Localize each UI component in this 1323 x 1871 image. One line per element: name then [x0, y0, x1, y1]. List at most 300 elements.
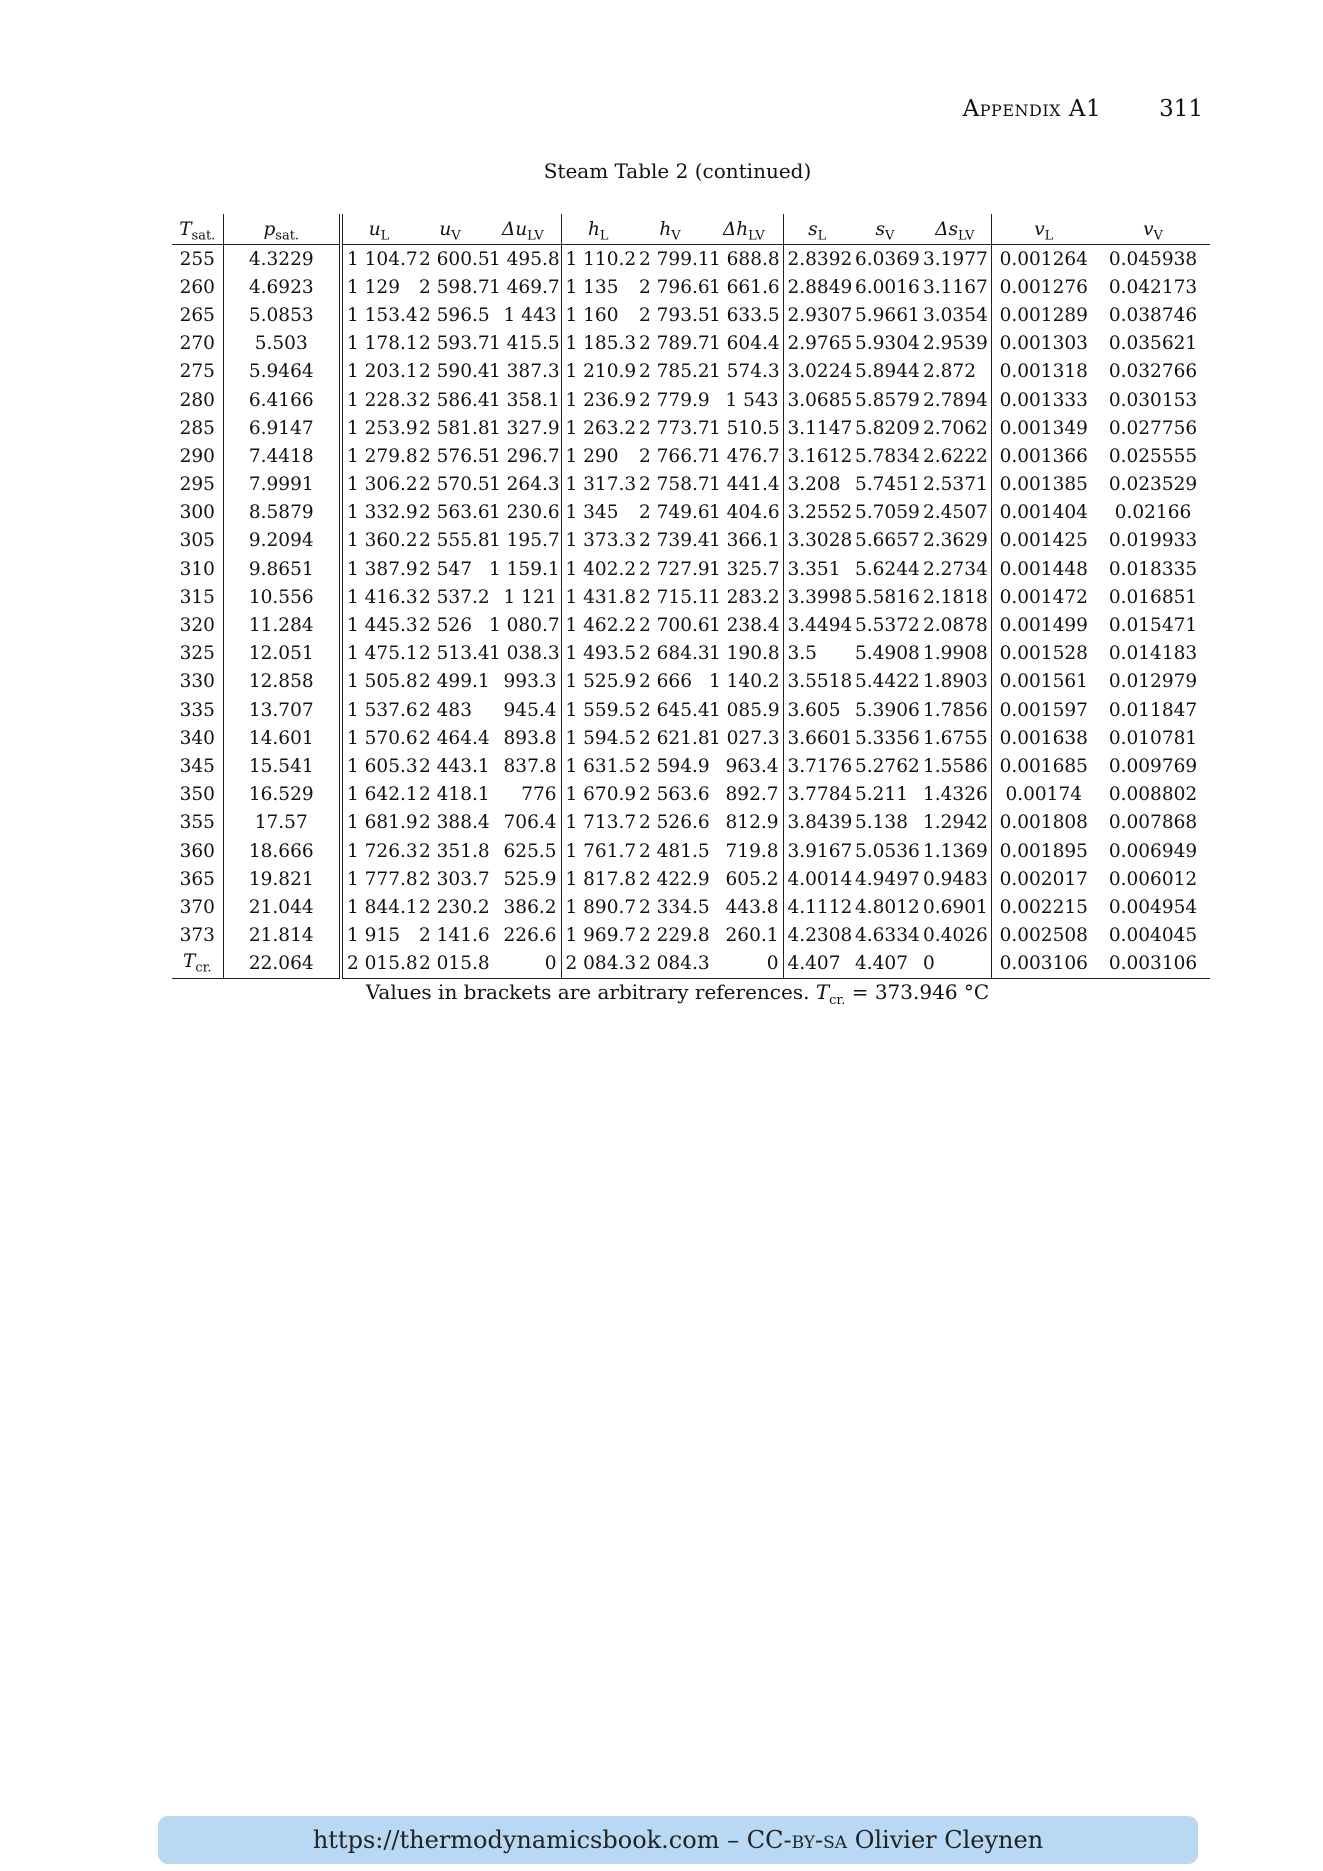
table-row [172, 471, 1210, 499]
cell-u-l: 1 360.2 [347, 530, 418, 552]
cell-delta-u: 893.8 [485, 724, 561, 752]
cell-s-v: 5.6244 [855, 558, 920, 580]
cell-v-l: 0.001349 [999, 417, 1088, 439]
cell-u-l: 1 505.8 [347, 671, 418, 693]
cell-v-v: 0.035621 [1108, 333, 1198, 355]
cell-t-sat: 365 [172, 865, 223, 893]
cell-delta-s: 1.8903 [919, 668, 991, 696]
cell-v-l: 0.001528 [999, 643, 1088, 665]
table-caption: Steam Table 2 (continued) [543, 159, 812, 183]
running-head [0, 96, 1203, 122]
cell-t-sat: 285 [172, 414, 223, 442]
cell-t-sat: $T_{cr.}$ [172, 950, 223, 979]
table-body [172, 245, 1210, 979]
cell-delta-u: 1 195.7 [485, 527, 561, 555]
cell-s-v: 4.9497 [855, 868, 920, 890]
cell-delta-s: 2.4507 [919, 499, 991, 527]
table-row [172, 273, 1210, 301]
cell-delta-h: 812.9 [705, 809, 783, 837]
cell-s-l: 3.4494 [787, 615, 853, 637]
cell-p-sat: 13.707 [223, 696, 341, 724]
cell-p-sat: 6.9147 [223, 414, 341, 442]
cell-v-l: 0.001425 [999, 530, 1088, 552]
cell-v-l: 0.002508 [999, 925, 1088, 947]
cell-s-l: 4.407 [787, 953, 841, 975]
cell-u-l: 1 228.3 [347, 389, 418, 411]
cell-v-v: 0.014183 [1108, 643, 1198, 665]
cell-u-l: 1 605.3 [347, 755, 418, 777]
cell-h-v: 2 779.9 [639, 389, 710, 411]
cell-delta-h: 1 283.2 [705, 583, 783, 611]
cell-t-sat: 320 [172, 611, 223, 639]
cell-s-l: 3.3998 [787, 586, 853, 608]
cell-delta-u: 1 469.7 [485, 273, 561, 301]
header-t-sat: $T_{sat.}$ [172, 214, 223, 245]
cell-v-v: 0.02166 [1114, 502, 1192, 524]
cell-v-l: 0.001472 [999, 586, 1088, 608]
cell-h-v: 2 773.7 [639, 417, 710, 439]
cell-s-l: 3.208 [787, 474, 841, 496]
cell-u-v: 2 537.2 [419, 586, 490, 608]
cell-t-sat: 325 [172, 640, 223, 668]
cell-v-l: 0.001289 [999, 304, 1088, 326]
cell-h-v: 2 621.8 [639, 727, 710, 749]
cell-h-l: 1 263.2 [565, 417, 637, 439]
cell-u-l: 1 203.1 [347, 361, 418, 383]
cell-v-l: 0.001404 [999, 502, 1088, 524]
cell-v-l: 0.003106 [999, 953, 1088, 975]
cell-s-l: 3.1612 [787, 445, 853, 467]
header-delta-h: $\Delta h_{LV}$ [705, 214, 783, 245]
cell-delta-u: 993.3 [485, 668, 561, 696]
cell-delta-u: 837.8 [485, 752, 561, 780]
cell-s-l: 3.5 [787, 643, 817, 665]
cell-v-l: 0.001895 [999, 840, 1088, 862]
cell-u-v: 2 483 [419, 699, 472, 721]
cell-delta-u: 1 080.7 [485, 611, 561, 639]
cell-v-v: 0.025555 [1108, 445, 1198, 467]
cell-s-l: 4.2308 [787, 925, 853, 947]
cell-p-sat: 10.556 [223, 583, 341, 611]
cell-u-v: 2 563.6 [419, 502, 490, 524]
cell-h-l: 2 084.3 [565, 953, 637, 975]
table-row [172, 611, 1210, 639]
cell-u-l: 1 537.6 [347, 699, 418, 721]
cell-t-sat: 360 [172, 837, 223, 865]
cell-delta-s: 2.9539 [919, 330, 991, 358]
cell-t-sat: 340 [172, 724, 223, 752]
cell-h-l: 1 290 [565, 445, 619, 467]
cell-delta-s: 3.1167 [919, 273, 991, 301]
cell-delta-h: 1 476.7 [705, 442, 783, 470]
table-row [172, 865, 1210, 893]
cell-h-l: 1 761.7 [565, 840, 637, 862]
cell-v-l: 0.002017 [999, 868, 1088, 890]
cell-t-sat: 305 [172, 527, 223, 555]
cell-h-l: 1 713.7 [565, 812, 637, 834]
cell-delta-h: 1 574.3 [705, 358, 783, 386]
cell-h-l: 1 135 [565, 276, 619, 298]
cell-u-v: 2 555.8 [419, 530, 490, 552]
cell-u-l: 1 726.3 [347, 840, 418, 862]
table-row [172, 414, 1210, 442]
cell-h-v: 2 594.9 [639, 755, 710, 777]
cell-delta-s: 1.5586 [919, 752, 991, 780]
cell-t-sat: 373 [172, 922, 223, 950]
note-text: Values in brackets are arbitrary references. [365, 980, 810, 1004]
cell-s-l: 3.0685 [787, 389, 853, 411]
table-row [172, 301, 1210, 329]
cell-v-v: 0.038746 [1108, 304, 1198, 326]
cell-v-v: 0.004045 [1108, 925, 1198, 947]
cell-delta-s: 2.872 [919, 358, 991, 386]
cell-u-v: 2 596.5 [419, 304, 490, 326]
cell-s-l: 3.605 [787, 699, 841, 721]
cell-v-v: 0.006012 [1108, 868, 1198, 890]
cell-h-l: 1 594.5 [565, 727, 637, 749]
cell-h-v: 2 526.6 [639, 812, 710, 834]
cell-h-v: 2 766.7 [639, 445, 710, 467]
cell-delta-s: 2.7894 [919, 386, 991, 414]
cell-delta-s: 1.2942 [919, 809, 991, 837]
cell-h-v: 2 793.5 [639, 304, 710, 326]
cell-v-v: 0.042173 [1108, 276, 1198, 298]
cell-delta-h: 1 027.3 [705, 724, 783, 752]
cell-delta-s: 1.9908 [919, 640, 991, 668]
cell-u-l: 1 279.8 [347, 445, 418, 467]
cell-delta-s: 3.1977 [919, 245, 991, 274]
cell-u-l: 1 681.9 [347, 812, 418, 834]
cell-p-sat: 8.5879 [223, 499, 341, 527]
header-s-l: $s_L$ [808, 219, 827, 244]
cell-p-sat: 18.666 [223, 837, 341, 865]
cell-delta-h: 443.8 [705, 893, 783, 921]
cell-s-l: 3.5518 [787, 671, 853, 693]
cell-delta-u: 1 415.5 [485, 330, 561, 358]
cell-delta-h: 1 325.7 [705, 555, 783, 583]
cell-h-v: 2 758.7 [639, 474, 710, 496]
cell-v-v: 0.012979 [1108, 671, 1198, 693]
cell-delta-u: 625.5 [485, 837, 561, 865]
cell-v-v: 0.016851 [1108, 586, 1198, 608]
cell-v-v: 0.023529 [1108, 474, 1198, 496]
cell-s-l: 4.0014 [787, 868, 853, 890]
cell-u-l: 1 475.1 [347, 643, 418, 665]
cell-delta-h: 1 688.8 [705, 245, 783, 274]
cell-p-sat: 15.541 [223, 752, 341, 780]
cell-s-v: 6.0016 [855, 276, 920, 298]
cell-t-sat: 280 [172, 386, 223, 414]
cell-v-v: 0.032766 [1108, 361, 1198, 383]
cell-u-l: 1 332.9 [347, 502, 418, 524]
cell-delta-s: 0.6901 [919, 893, 991, 921]
cell-t-sat: 335 [172, 696, 223, 724]
cell-h-l: 1 890.7 [565, 896, 637, 918]
cell-h-v: 2 422.9 [639, 868, 710, 890]
footer-url[interactable]: https://thermodynamicsbook.com [312, 1826, 720, 1854]
cell-p-sat: 19.821 [223, 865, 341, 893]
cell-h-l: 1 525.9 [565, 671, 637, 693]
cell-v-l: 0.001276 [999, 276, 1088, 298]
cell-h-v: 2 715.1 [639, 586, 710, 608]
table-row [172, 555, 1210, 583]
critical-temperature: $T_{cr.} = 373.946$ °C [815, 980, 990, 1008]
header-v-l: $v_L$ [1034, 219, 1054, 244]
cell-p-sat: 6.4166 [223, 386, 341, 414]
cell-v-l: 0.001685 [999, 755, 1088, 777]
cell-delta-h: 260.1 [705, 922, 783, 950]
cell-delta-u: 386.2 [485, 893, 561, 921]
cell-u-v: 2 230.2 [419, 896, 490, 918]
cell-delta-h: 1 190.8 [705, 640, 783, 668]
cell-h-v: 2 799.1 [639, 248, 710, 270]
cell-s-l: 3.0224 [787, 361, 853, 383]
cell-p-sat: 5.0853 [223, 301, 341, 329]
cell-delta-u: 1 121 [485, 583, 561, 611]
header-h-v: $h_V$ [659, 219, 681, 244]
cell-v-v: 0.019933 [1108, 530, 1198, 552]
cell-u-l: 1 178.1 [347, 333, 418, 355]
cell-t-sat: 265 [172, 301, 223, 329]
cell-s-v: 5.8209 [855, 417, 920, 439]
cell-delta-h: 1 604.4 [705, 330, 783, 358]
cell-s-l: 3.6601 [787, 727, 853, 749]
cell-t-sat: 295 [172, 471, 223, 499]
cell-s-l: 2.8849 [787, 276, 853, 298]
cell-s-l: 4.1112 [787, 896, 853, 918]
table-row [172, 668, 1210, 696]
cell-delta-s: 2.5371 [919, 471, 991, 499]
cell-v-v: 0.011847 [1108, 699, 1198, 721]
table-row [172, 893, 1210, 921]
cell-h-l: 1 462.2 [565, 615, 637, 637]
cell-delta-h: 1 661.6 [705, 273, 783, 301]
table-row [172, 442, 1210, 470]
cell-delta-u: 1 495.8 [485, 245, 561, 274]
cell-h-v: 2 700.6 [639, 615, 710, 637]
cell-h-v: 2 666 [639, 671, 692, 693]
cell-v-v: 0.008802 [1108, 784, 1198, 806]
cell-p-sat: 4.3229 [223, 245, 341, 274]
cell-delta-u: 776 [485, 781, 561, 809]
cell-v-v: 0.027756 [1108, 417, 1198, 439]
cell-s-v: 5.6657 [855, 530, 920, 552]
cell-delta-u: 1 443 [485, 301, 561, 329]
cell-h-v: 2 084.3 [639, 953, 710, 975]
cell-p-sat: 9.8651 [223, 555, 341, 583]
cell-s-v: 5.3906 [855, 699, 920, 721]
cell-s-v: 5.8944 [855, 361, 920, 383]
cell-h-v: 2 739.4 [639, 530, 710, 552]
cell-delta-u: 1 296.7 [485, 442, 561, 470]
cell-s-v: 5.7834 [855, 445, 920, 467]
table-row [172, 640, 1210, 668]
cell-s-v: 5.9661 [855, 304, 920, 326]
cell-h-l: 1 559.5 [565, 699, 637, 721]
cell-s-l: 3.9167 [787, 840, 853, 862]
cell-h-l: 1 160 [565, 304, 619, 326]
table-row [172, 837, 1210, 865]
table-row [172, 696, 1210, 724]
cell-u-v: 2 586.4 [419, 389, 490, 411]
table-row [172, 781, 1210, 809]
cell-delta-u: 1 230.6 [485, 499, 561, 527]
cell-p-sat: 22.064 [223, 950, 341, 979]
table-row [172, 386, 1210, 414]
cell-u-l: 1 777.8 [347, 868, 418, 890]
cell-h-l: 1 431.8 [565, 586, 637, 608]
cell-u-l: 1 153.4 [347, 304, 418, 326]
table-row [172, 809, 1210, 837]
cell-t-sat: 290 [172, 442, 223, 470]
cell-s-v: 5.0536 [855, 840, 920, 862]
cell-s-v: 4.8012 [855, 896, 920, 918]
cell-u-v: 2 600.5 [419, 248, 490, 270]
cell-t-sat: 370 [172, 893, 223, 921]
cell-delta-s: 1.4326 [919, 781, 991, 809]
cell-h-v: 2 645.4 [639, 699, 710, 721]
cell-u-v: 2 570.5 [419, 474, 490, 496]
cell-delta-s: 3.0354 [919, 301, 991, 329]
cell-delta-u: 226.6 [485, 922, 561, 950]
header-p-sat: $p_{sat.}$ [223, 214, 341, 245]
cell-u-v: 2 598.7 [419, 276, 490, 298]
cell-t-sat: 270 [172, 330, 223, 358]
cell-p-sat: 5.503 [223, 330, 341, 358]
cell-s-l: 2.9765 [787, 333, 853, 355]
cell-u-l: 1 306.2 [347, 474, 418, 496]
cell-s-v: 5.4908 [855, 643, 920, 665]
cell-delta-s: 0 [919, 950, 991, 979]
cell-h-l: 1 402.2 [565, 558, 637, 580]
cell-u-v: 2 464.4 [419, 727, 490, 749]
cell-p-sat: 17.57 [223, 809, 341, 837]
cell-v-l: 0.001303 [999, 333, 1088, 355]
cell-h-l: 1 110.2 [565, 248, 637, 270]
cell-u-v: 2 303.7 [419, 868, 490, 890]
cell-h-l: 1 317.3 [565, 474, 637, 496]
cell-s-l: 3.1147 [787, 417, 853, 439]
cell-delta-s: 0.9483 [919, 865, 991, 893]
cell-s-v: 5.3356 [855, 727, 920, 749]
cell-p-sat: 21.814 [223, 922, 341, 950]
cell-delta-h: 605.2 [705, 865, 783, 893]
cell-v-v: 0.010781 [1108, 727, 1198, 749]
cell-h-l: 1 185.3 [565, 333, 637, 355]
cell-t-sat: 345 [172, 752, 223, 780]
cell-v-l: 0.001597 [999, 699, 1088, 721]
cell-t-sat: 355 [172, 809, 223, 837]
cell-u-v: 2 141.6 [419, 925, 490, 947]
cell-h-v: 2 749.6 [639, 502, 710, 524]
cell-v-v: 0.003106 [1108, 953, 1198, 975]
cell-t-sat: 310 [172, 555, 223, 583]
cell-p-sat: 12.051 [223, 640, 341, 668]
cell-u-l: 1 642.1 [347, 784, 418, 806]
footer-bar [158, 1816, 1198, 1864]
table-row [172, 245, 1210, 274]
cell-v-v: 0.015471 [1108, 615, 1198, 637]
cell-u-v: 2 581.8 [419, 417, 490, 439]
cell-delta-s: 1.6755 [919, 724, 991, 752]
cell-delta-u: 945.4 [485, 696, 561, 724]
cell-s-v: 4.407 [855, 953, 908, 975]
cell-delta-u: 1 038.3 [485, 640, 561, 668]
cell-h-v: 2 796.6 [639, 276, 710, 298]
cell-u-v: 2 576.5 [419, 445, 490, 467]
cell-u-v: 2 443.1 [419, 755, 490, 777]
cell-h-v: 2 785.2 [639, 361, 710, 383]
cell-h-l: 1 493.5 [565, 643, 637, 665]
cell-p-sat: 16.529 [223, 781, 341, 809]
cell-p-sat: 21.044 [223, 893, 341, 921]
cell-delta-s: 2.2734 [919, 555, 991, 583]
cell-delta-h: 1 404.6 [705, 499, 783, 527]
cell-delta-s: 1.1369 [919, 837, 991, 865]
cell-v-l: 0.001448 [999, 558, 1088, 580]
cell-s-l: 3.2552 [787, 502, 853, 524]
cell-t-sat: 255 [172, 245, 223, 274]
cell-u-l: 1 915 [347, 925, 400, 947]
cell-delta-u: 1 387.3 [485, 358, 561, 386]
cell-delta-h: 1 366.1 [705, 527, 783, 555]
cell-u-l: 1 445.3 [347, 615, 418, 637]
table-row [172, 922, 1210, 950]
cell-s-v: 5.5816 [855, 586, 920, 608]
cell-delta-u: 1 159.1 [485, 555, 561, 583]
table-row [172, 583, 1210, 611]
cell-t-sat: 315 [172, 583, 223, 611]
cell-delta-h: 719.8 [705, 837, 783, 865]
table-row [172, 950, 1210, 979]
cell-t-sat: 300 [172, 499, 223, 527]
cell-delta-u: 1 327.9 [485, 414, 561, 442]
header-v-v: $v_V$ [1143, 219, 1163, 244]
steam-table-container [172, 214, 1198, 979]
cell-h-v: 2 684.3 [639, 643, 710, 665]
cell-h-l: 1 969.7 [565, 925, 637, 947]
cell-delta-u: 1 358.1 [485, 386, 561, 414]
cell-s-l: 3.7176 [787, 755, 853, 777]
header-h-l: $h_L$ [587, 219, 609, 244]
footer-license: CC-by-sa [746, 1826, 848, 1854]
table-row [172, 527, 1210, 555]
cell-u-v: 2 351.8 [419, 840, 490, 862]
cell-v-v: 0.004954 [1108, 896, 1198, 918]
cell-s-v: 5.5372 [855, 615, 920, 637]
cell-s-l: 3.8439 [787, 812, 853, 834]
cell-v-l: 0.001638 [999, 727, 1088, 749]
cell-h-v: 2 334.5 [639, 896, 710, 918]
cell-u-v: 2 388.4 [419, 812, 490, 834]
cell-delta-s: 2.6222 [919, 442, 991, 470]
cell-v-l: 0.001561 [999, 671, 1088, 693]
cell-v-l: 0.001318 [999, 361, 1088, 383]
cell-delta-s: 2.0878 [919, 611, 991, 639]
header-u-v: $u_V$ [439, 219, 461, 244]
cell-h-l: 1 210.9 [565, 361, 637, 383]
cell-u-l: 2 015.8 [347, 953, 418, 975]
cell-h-v: 2 789.7 [639, 333, 710, 355]
cell-v-v: 0.006949 [1108, 840, 1198, 862]
cell-u-v: 2 526 [419, 615, 472, 637]
cell-delta-h: 963.4 [705, 752, 783, 780]
cell-h-l: 1 817.8 [565, 868, 637, 890]
cell-s-v: 4.6334 [855, 925, 920, 947]
cell-v-v: 0.030153 [1108, 389, 1198, 411]
page-number: 311 [1159, 96, 1203, 122]
cell-u-v: 2 590.4 [419, 361, 490, 383]
